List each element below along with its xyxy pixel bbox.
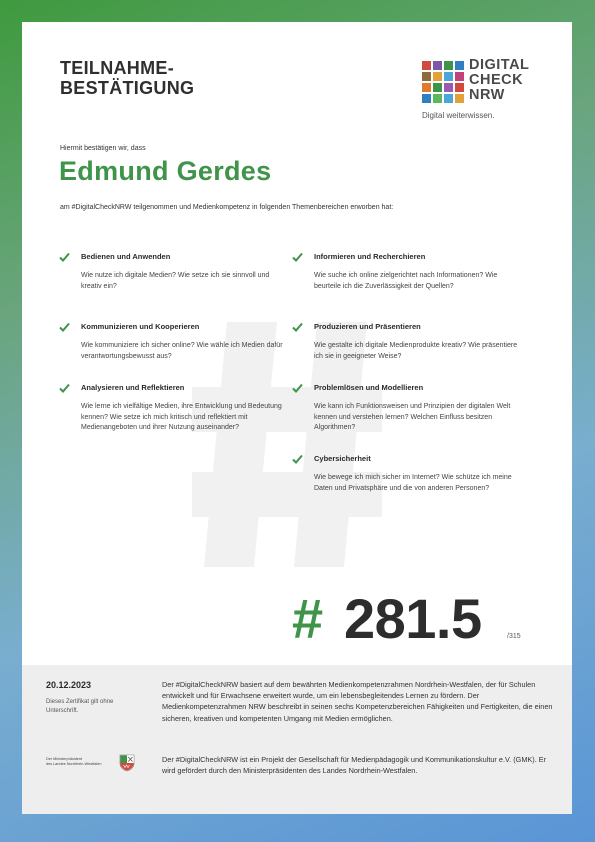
certificate-date: 20.12.2023: [46, 680, 92, 690]
participant-name: Edmund Gerdes: [59, 156, 272, 186]
signature-note: Dieses Zertifikat gilt ohne Unterschrift.: [46, 699, 114, 714]
competency-title: Informieren und Recherchieren: [314, 252, 426, 261]
check-icon: [292, 322, 303, 332]
competency-title: Kommunizieren und Kooperieren: [81, 322, 200, 331]
digitalcheck-logo: [422, 58, 562, 128]
ministry-label: [46, 757, 116, 766]
score-value: 281.5: [344, 587, 482, 650]
score-max: /315: [507, 633, 521, 640]
intro-text: Hiermit bestätigen wir, dass: [60, 145, 146, 152]
statement-text: am #DigitalCheckNRW teilgenommen und Medienkompetenz in folgenden Themenbereichen erworben hat:: [60, 204, 394, 211]
competency-description: Wie gestalte ich digitale Medienprodukte kreativ? Wie präsentiere ich sie in geeigneter Weise?: [314, 342, 518, 360]
digitalcheck-logo-icon: [422, 61, 464, 105]
ministry-line-2: des Landes Nordrhein-Westfalen: [46, 761, 102, 766]
check-icon: [292, 252, 303, 262]
footer-project-info: Der #DigitalCheckNRW ist ein Projekt der Gesellschaft für Medienpädagogik und Kommunikationskultur e.V. (GMK). Er wird gefördert durch den Ministerpräsidenten des Landes Nordrhein-Westfalen.: [162, 755, 547, 776]
logo-line-3: NRW: [469, 87, 505, 103]
competency-title: Cybersicherheit: [314, 454, 371, 463]
footer: [22, 665, 572, 814]
logo-wordmark: [469, 58, 529, 103]
footer-description: Der #DigitalCheckNRW basiert auf dem bewährten Medienkompetenzrahmen Nordrhein-Westfalen, der für Schulen entwickelt und für Erwachsene erweitert wurde, um ein lebensbegleitendes Lernen zu fördern. Der Medienkompetenzrahmen NRW beschreibt in seinen sechs Kompetenzbereichen Fähigkeiten und Fertigkeiten, die einen sicheren, kreativen und kompetenten Umgang mit Medien ermöglichen.: [162, 680, 553, 723]
check-icon: [59, 322, 70, 332]
competency-title: Bedienen und Anwenden: [81, 252, 171, 261]
page-title: [60, 58, 194, 98]
nrw-crest-icon: [119, 754, 135, 772]
title-line-1: TEILNAHME-: [60, 58, 174, 78]
competency-description: Wie lerne ich vielfältige Medien, ihre Entwicklung und Bedeutung kennen? Wie setze ich mich kritisch und reflektiert mit Medienangeboten und ihrer Nutzung auseinander?: [81, 403, 282, 431]
competency-description: Wie kann ich Funktionsweisen und Prinzipien der digitalen Welt kennen und verstehen lernen? Welchen Einfluss besitzen Algorithmen?: [314, 403, 511, 431]
ministry-line-1: Der Ministerpräsident: [46, 757, 83, 761]
logo-line-1: DIGITAL: [469, 57, 530, 73]
check-icon: [59, 252, 70, 262]
check-icon: [292, 454, 303, 464]
competency-description: Wie bewege ich mich sicher im Internet? Wie schütze ich meine Daten und Privatsphäre und die von anderen Personen?: [314, 474, 512, 492]
logo-tagline: Digital weiterwissen.: [422, 111, 495, 120]
competency-title: Produzieren und Präsentieren: [314, 322, 421, 331]
certificate-card: [22, 22, 572, 814]
score-hash: #: [292, 587, 324, 650]
competency-title: Problemlösen und Modellieren: [314, 383, 424, 392]
competency-description: Wie nutze ich digitale Medien? Wie setze ich sie sinnvoll und kreativ ein?: [81, 272, 270, 290]
logo-line-2: CHECK: [469, 72, 524, 88]
check-icon: [292, 383, 303, 393]
competency-title: Analysieren und Reflektieren: [81, 383, 185, 392]
check-icon: [59, 383, 70, 393]
competency-description: Wie suche ich online zielgerichtet nach Informationen? Wie beurteile ich die Zuverlässigkeit der Quellen?: [314, 272, 498, 290]
competency-description: Wie kommuniziere ich sicher online? Wie wähle ich Medien dafür verantwortungsbewusst aus?: [81, 342, 283, 360]
title-line-2: BESTÄTIGUNG: [60, 78, 195, 98]
